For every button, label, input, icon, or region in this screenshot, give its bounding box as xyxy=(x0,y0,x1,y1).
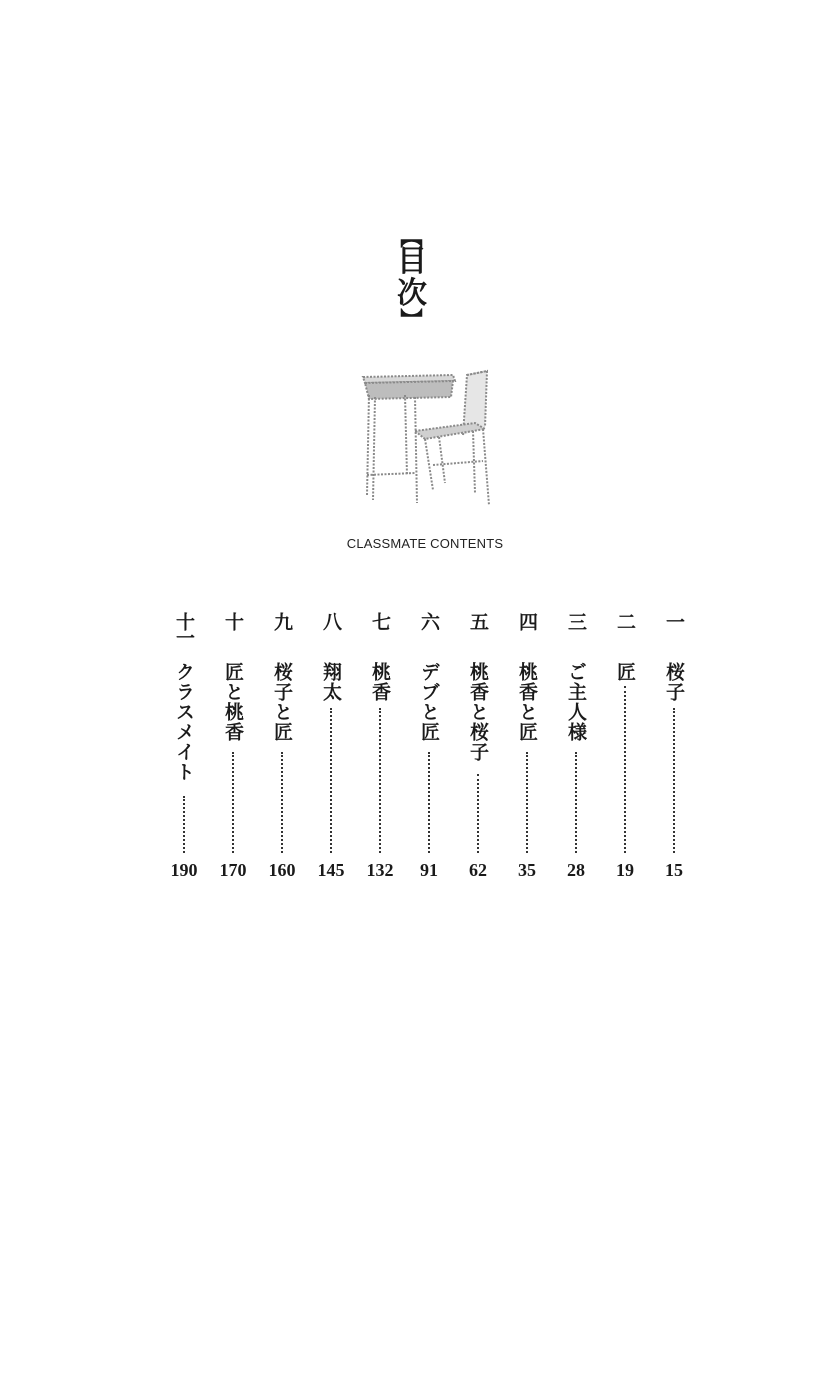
chapter-title: デブと匠 xyxy=(418,662,440,742)
chapter-title: ご主人様 xyxy=(565,662,587,742)
leader-dots xyxy=(624,686,626,853)
toc-entry[interactable] xyxy=(605,612,645,882)
chapter-number: 四 xyxy=(516,612,538,628)
subtitle: CLASSMATE CONTENTS xyxy=(346,536,504,551)
chapter-title: 桜子と匠 xyxy=(271,662,293,742)
page-number: 19 xyxy=(616,860,634,880)
table-of-contents xyxy=(0,612,819,892)
chapter-title: 翔太 xyxy=(320,662,342,702)
toc-entry[interactable] xyxy=(654,612,694,882)
leader-dots xyxy=(673,708,675,853)
title-open-bracket: 【 xyxy=(396,225,423,249)
page-number: 160 xyxy=(268,860,296,880)
toc-entry[interactable] xyxy=(164,612,204,882)
chapter-title: 匠 xyxy=(614,662,636,682)
leader-dots xyxy=(232,752,234,853)
leader-dots xyxy=(526,752,528,853)
leader-dots xyxy=(428,752,430,853)
chapter-number: 九 xyxy=(271,612,293,628)
chapter-number: 一 xyxy=(663,612,685,628)
leader-dots xyxy=(330,708,332,853)
chapter-title: クラスメイト xyxy=(173,662,195,782)
leader-dots xyxy=(379,708,381,853)
chapter-number: 五 xyxy=(467,612,489,628)
toc-entry[interactable] xyxy=(556,612,596,882)
leader-dots xyxy=(183,796,185,853)
leader-dots xyxy=(477,774,479,853)
chapter-title: 匠と桃香 xyxy=(222,662,244,742)
chapter-number: 七 xyxy=(369,612,391,628)
desk-chair-illustration xyxy=(355,365,515,515)
page-number: 145 xyxy=(317,860,345,880)
page-number: 91 xyxy=(420,860,438,880)
chapter-title: 桃香と匠 xyxy=(516,662,538,742)
page-number: 28 xyxy=(567,860,585,880)
chapter-number: 十 xyxy=(222,612,244,628)
chapter-title: 桜子 xyxy=(663,662,685,702)
page-number: 35 xyxy=(518,860,536,880)
toc-entry[interactable] xyxy=(213,612,253,882)
chapter-number: 六 xyxy=(418,612,440,628)
chapter-number: 三 xyxy=(565,612,587,628)
page-number: 15 xyxy=(665,860,683,880)
chapter-number: 八 xyxy=(320,612,342,628)
toc-entry[interactable] xyxy=(507,612,547,882)
toc-entry[interactable] xyxy=(311,612,351,882)
page-title xyxy=(392,225,432,331)
leader-dots xyxy=(281,752,283,853)
toc-entry[interactable] xyxy=(458,612,498,882)
page-number: 170 xyxy=(219,860,247,880)
page-number: 62 xyxy=(469,860,487,880)
chapter-title: 桃香と桜子 xyxy=(467,662,489,762)
chapter-number: 二 xyxy=(614,612,636,628)
title-close-bracket: 】 xyxy=(396,307,423,331)
page-number: 132 xyxy=(366,860,394,880)
chapter-number: 十一 xyxy=(173,612,195,644)
toc-entry[interactable] xyxy=(262,612,302,882)
title-char-1: 目 xyxy=(397,244,427,279)
toc-entry[interactable] xyxy=(409,612,449,882)
leader-dots xyxy=(575,752,577,853)
chapter-title: 桃香 xyxy=(369,662,391,702)
toc-entry[interactable] xyxy=(360,612,400,882)
page-number: 190 xyxy=(170,860,198,880)
title-char-2: 次 xyxy=(397,276,427,311)
